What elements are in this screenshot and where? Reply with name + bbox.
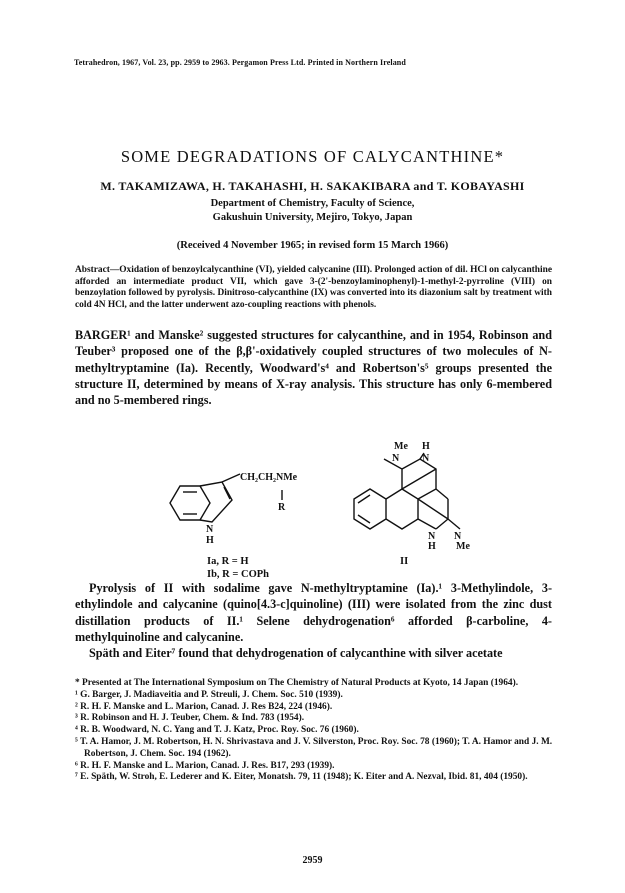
n-label: N — [454, 531, 462, 542]
me-label: Me — [456, 541, 470, 552]
paragraph-text: BARGER¹ and Manske² suggested structures for calycanthine, and in 1954, Robinson and Teuber³ proposed one of the β,β'-oxidatively coupled structures of two molecules of N-methyltryptamine (Ia). Recently, Woodward's⁴ and Robertson's⁵ groups presented the structure II, determined by means of X-ray analysis. This structure has only 6-membered and no 5-membered rings. — [75, 328, 552, 408]
footnotes — [75, 678, 555, 784]
footnote: ² R. H. F. Manske and L. Marion, Canad. J. Res B24, 224 (1946). — [75, 701, 333, 712]
author-list: M. TAKAMIZAWA, H. TAKAHASHI, H. SAKAKIBARA and T. KOBAYASHI — [100, 179, 525, 193]
abstract: Abstract—Oxidation of benzoylcalycanthine (VI), yielded calycanine (III). Prolonged action of dil. HCl on calycanthine afforded an intermediate product VII, which gave 3-(2'-benzoylaminophenyl)-1-methyl-2-pyrroline (VIII) on benzoylation followed by pyrolysis. Dinitroso-calycanthine (IX) was converted into its diazonium salt by treatment with cold 4N HCl, and the latter underwent azo-coupling reactions with phenols. — [75, 265, 552, 310]
benzene-ring — [170, 486, 210, 520]
r-label: R — [278, 502, 286, 513]
affiliation — [0, 197, 625, 225]
structure-ia-ib — [150, 470, 350, 550]
footnote: ¹ G. Barger, J. Madiaveitia and P. Streuli, J. Chem. Soc. 510 (1939). — [75, 689, 343, 700]
n-label: N — [422, 453, 430, 464]
affiliation-line: Department of Chemistry, Faculty of Science, — [210, 198, 415, 209]
paragraph-text: Pyrolysis of II with sodalime gave N-methyltryptamine (Ia).¹ 3-Methylindole, 3-ethylindole and calycanine (quino[4.3-c]quinoline) (III) were isolated from the zinc dust distillation products of II.¹ Selene dehydrogenation⁶ afforded β-carboline, 4-methylquinoline and calycanine. — [75, 581, 552, 644]
h-label: H — [206, 535, 214, 546]
label-ib: Ib, R = COPh — [207, 569, 269, 580]
structure-label-ii — [400, 555, 408, 568]
body-paragraph-2 — [75, 580, 552, 661]
me-label: Me — [394, 441, 408, 452]
label-ia: Ia, R = H — [207, 556, 249, 567]
n-label: N — [206, 524, 214, 535]
article-title: SOME DEGRADATIONS OF CALYCANTHINE* — [120, 147, 505, 166]
body-paragraph-1 — [75, 327, 552, 408]
side-chain-label: CH₂CH₂NMe — [240, 472, 298, 483]
footnote: ⁷ E. Späth, W. Stroh, E. Lederer and K. Eiter, Monatsh. 79, 11 (1948); K. Eiter and A. Nezval, Ibid. 81, 404 (1950). — [75, 772, 528, 783]
pyrrole-ring — [200, 482, 232, 522]
h-label: H — [422, 441, 430, 452]
n-label: N — [428, 531, 436, 542]
structure-ii — [340, 437, 480, 552]
structure-labels-ia-ib — [207, 555, 269, 581]
journal-header: Tetrahedron, 1967, Vol. 23, pp. 2959 to 2963. Pergamon Press Ltd. Printed in Northern Ireland — [74, 58, 406, 67]
footnote: ⁶ R. H. F. Manske and L. Marion, Canad. J. Res. B17, 293 (1939). — [75, 760, 335, 771]
page-number: 2959 — [302, 855, 323, 866]
footnote: ⁵ T. A. Hamor, J. M. Robertson, H. N. Shrivastava and J. V. Silverston, Proc. Roy. Soc. 78 (1960); T. A. Hamor and J. M. Robertson, J. Chem. Soc. 194 (1962). — [75, 736, 553, 759]
received-date: (Received 4 November 1965; in revised form 15 March 1966) — [176, 240, 449, 251]
n-label: N — [392, 453, 400, 464]
footnote: ³ R. Robinson and H. J. Teuber, Chem. & Ind. 783 (1954). — [75, 713, 305, 724]
paragraph-text: Späth and Eiter⁷ found that dehydrogenation of calycanthine with silver acetate — [89, 646, 503, 661]
footnote: * Presented at The International Symposium on The Chemistry of Natural Products at Kyoto, 14 Japan (1964). — [75, 678, 519, 688]
side-chain-bond — [222, 474, 240, 482]
footnote: ⁴ R. B. Woodward, N. C. Yang and T. J. Katz, Proc. Roy. Soc. 76 (1960). — [75, 725, 359, 736]
h-label: H — [428, 541, 436, 552]
label-ii: II — [400, 556, 409, 567]
affiliation-line: Gakushuin University, Mejiro, Tokyo, Japan — [212, 212, 413, 223]
